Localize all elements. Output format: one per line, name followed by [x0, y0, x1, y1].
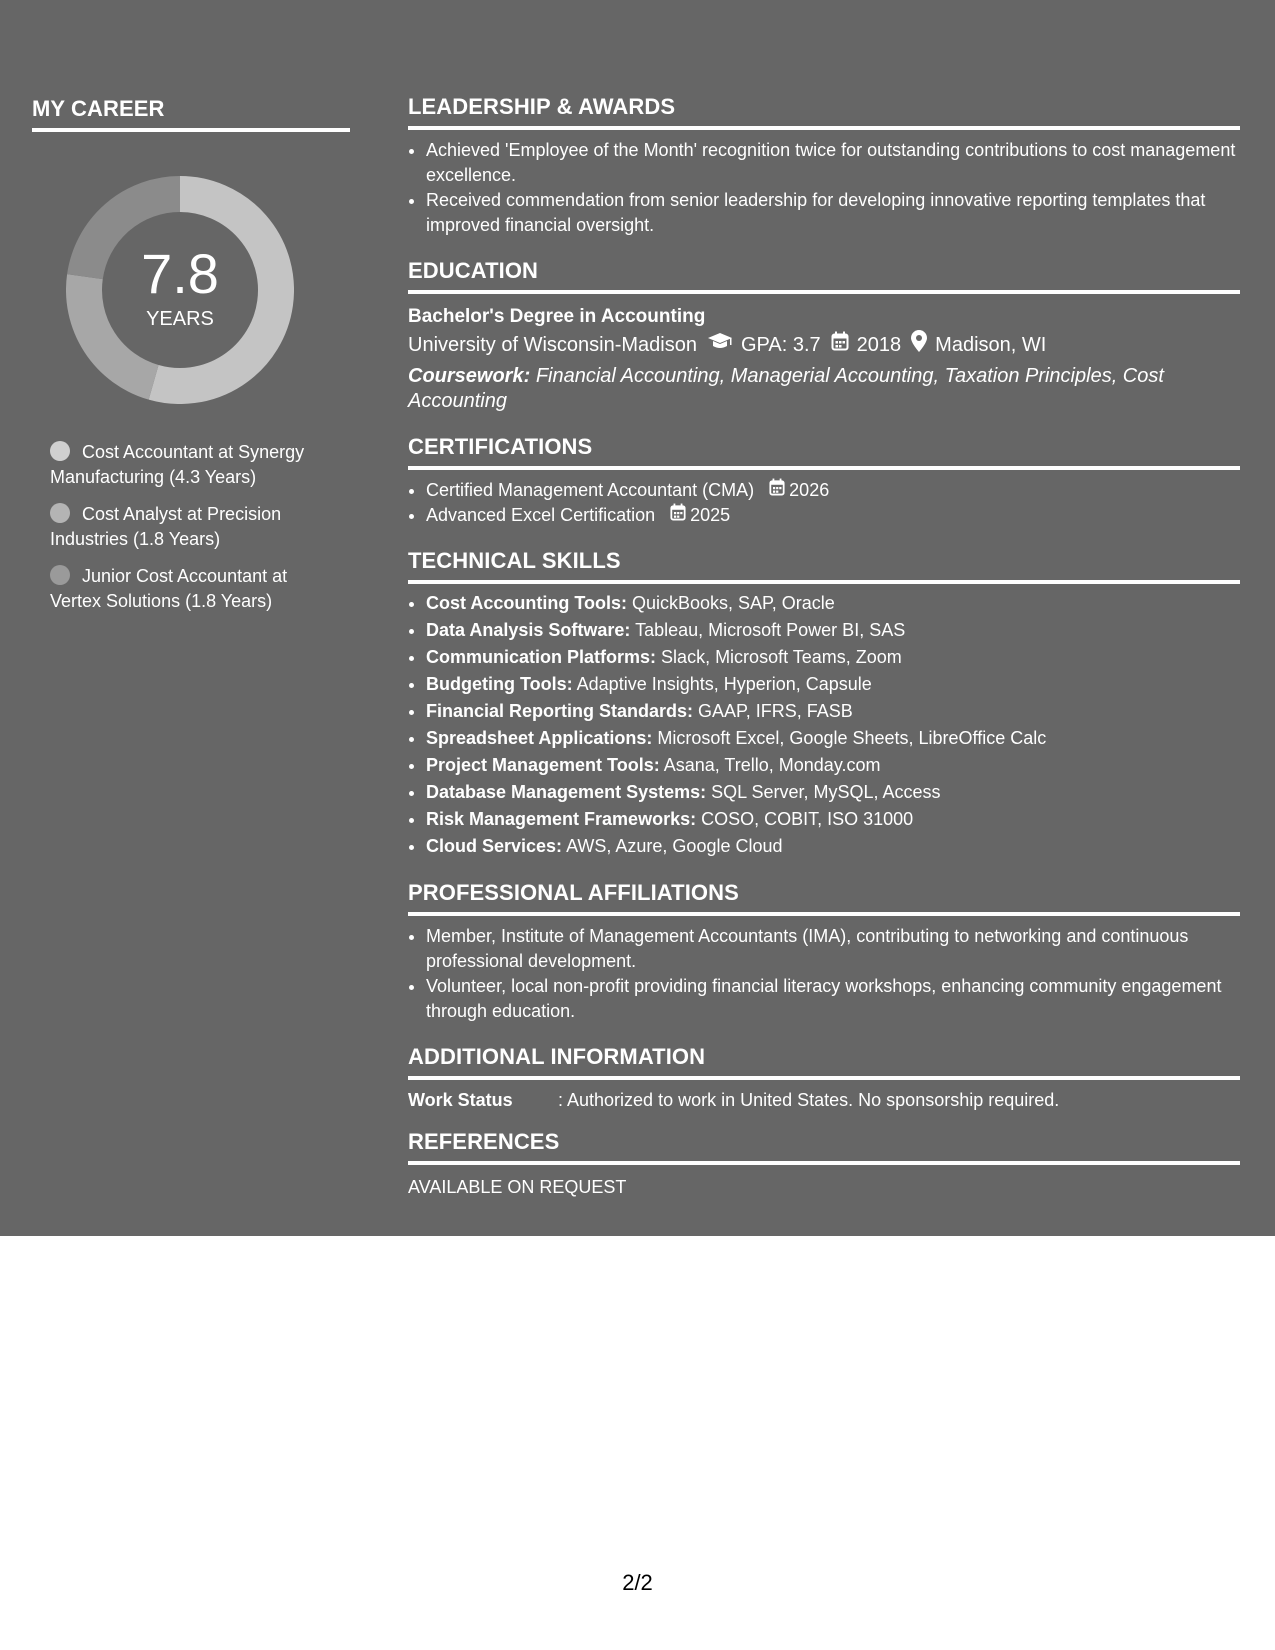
coursework-label: Coursework: [408, 365, 531, 387]
career-legend [50, 440, 340, 614]
skills-list [408, 590, 1240, 860]
graduation-cap-icon [707, 331, 733, 359]
section-divider [408, 580, 1240, 584]
legend-dot-icon [50, 565, 70, 585]
skill-value: SQL Server, MySQL, Access [711, 782, 941, 802]
skill-label: Risk Management Frameworks: [426, 809, 697, 829]
certification-date [769, 478, 829, 503]
calendar-icon [831, 331, 849, 359]
skill-label: Database Management Systems: [426, 782, 707, 802]
career-role-label: Cost Analyst at Precision Industries (1.8 Years) [50, 504, 282, 549]
skill-label: Budgeting Tools: [426, 674, 573, 694]
degree-title: Bachelor's Degree in Accounting [408, 306, 706, 327]
coursework-list: Financial Accounting, Managerial Accounting, Taxation Principles, Cost Accounting [408, 365, 1164, 412]
section-divider [408, 1076, 1240, 1080]
work-status-row [408, 1088, 1240, 1113]
legend-dot-icon [50, 503, 70, 523]
section-title: PROFESSIONAL AFFILIATIONS [408, 880, 739, 905]
gpa-value: GPA: 3.7 [740, 334, 821, 356]
skill-value: Slack, Microsoft Teams, Zoom [661, 647, 902, 667]
career-donut-chart [66, 176, 294, 404]
main-content [408, 94, 1240, 1220]
additional-section [408, 1044, 1240, 1113]
section-divider [408, 466, 1240, 470]
skill-label: Communication Platforms: [426, 647, 657, 667]
section-title: ADDITIONAL INFORMATION [408, 1044, 706, 1069]
skill-item [426, 752, 1240, 779]
skill-item [426, 725, 1240, 752]
section-divider [32, 128, 350, 132]
certification-year: 2025 [690, 505, 731, 525]
school-location: Madison, WI [935, 334, 1047, 356]
skill-item [426, 590, 1240, 617]
career-legend-item [50, 440, 340, 490]
education-section [408, 258, 1240, 414]
skill-item [426, 617, 1240, 644]
skill-label: Spreadsheet Applications: [426, 728, 653, 748]
section-title: REFERENCES [408, 1129, 560, 1154]
references-section [408, 1129, 1240, 1200]
total-years-value: 7.8 [141, 242, 219, 305]
affiliations-section [408, 880, 1240, 1024]
references-text: AVAILABLE ON REQUEST [408, 1177, 627, 1197]
education-details [408, 330, 1240, 360]
legend-dot-icon [50, 441, 70, 461]
certification-item [426, 503, 1240, 528]
section-divider [408, 912, 1240, 916]
skill-label: Project Management Tools: [426, 755, 660, 775]
skill-item [426, 698, 1240, 725]
skill-value: GAAP, IFRS, FASB [698, 701, 853, 721]
leadership-section [408, 94, 1240, 238]
leadership-list [408, 138, 1240, 238]
affiliations-list [408, 924, 1240, 1024]
skill-value: Microsoft Excel, Google Sheets, LibreOffice Calc [657, 728, 1047, 748]
section-divider [408, 126, 1240, 130]
calendar-icon [769, 478, 789, 503]
graduation-year: 2018 [856, 334, 902, 356]
section-title: LEADERSHIP & AWARDS [408, 94, 676, 119]
skill-item [426, 833, 1240, 860]
page-number: 2/2 [622, 1570, 653, 1595]
skill-value: COSO, COBIT, ISO 31000 [701, 809, 914, 829]
list-item: • Member, Institute of Management Accountants (IMA), contributing to networking and continuous professional development. [426, 924, 1240, 974]
certification-name: Advanced Excel Certification [426, 505, 656, 525]
skill-value: Asana, Trello, Monday.com [663, 755, 881, 775]
section-divider [408, 1161, 1240, 1165]
section-title: TECHNICAL SKILLS [408, 548, 621, 573]
certification-name: Certified Management Accountant (CMA) [426, 480, 755, 500]
certification-item [426, 478, 1240, 503]
certifications-list [408, 478, 1240, 528]
skill-label: Financial Reporting Standards: [426, 701, 694, 721]
section-title: CERTIFICATIONS [408, 434, 593, 459]
skill-value: Adaptive Insights, Hyperion, Capsule [576, 674, 872, 694]
school-name: University of Wisconsin-Madison [408, 334, 697, 356]
total-years-label: YEARS [146, 308, 214, 330]
career-legend-item [50, 502, 340, 552]
coursework [408, 364, 1240, 414]
skill-label: Data Analysis Software: [426, 620, 631, 640]
section-divider [408, 290, 1240, 294]
skill-item [426, 644, 1240, 671]
skill-value: Tableau, Microsoft Power BI, SAS [635, 620, 906, 640]
certifications-section [408, 434, 1240, 528]
career-role-label: Junior Cost Accountant at Vertex Solutions (1.8 Years) [50, 566, 288, 611]
certification-date [670, 503, 730, 528]
skill-label: Cost Accounting Tools: [426, 593, 627, 613]
calendar-icon [670, 503, 690, 528]
career-sidebar [32, 96, 350, 626]
list-item: • Received commendation from senior leadership for developing innovative reporting templates that improved financial oversight. [426, 188, 1240, 238]
work-status-value: : Authorized to work in United States. No sponsorship required. [558, 1090, 1060, 1110]
list-item: • Volunteer, local non-profit providing financial literacy workshops, enhancing community engagement through education. [426, 974, 1240, 1024]
skills-section [408, 548, 1240, 860]
certification-year: 2026 [789, 480, 830, 500]
career-legend-item [50, 564, 340, 614]
list-item: • Achieved 'Employee of the Month' recognition twice for outstanding contributions to cost management excellence. [426, 138, 1240, 188]
skill-item [426, 779, 1240, 806]
career-role-label: Cost Accountant at Synergy Manufacturing (4.3 Years) [50, 442, 305, 487]
skill-item [426, 806, 1240, 833]
work-status-label: Work Status [408, 1090, 513, 1110]
skill-value: AWS, Azure, Google Cloud [566, 836, 783, 856]
skill-item [426, 671, 1240, 698]
career-title: MY CAREER [32, 96, 165, 121]
map-pin-icon [911, 330, 927, 360]
section-title: EDUCATION [408, 258, 539, 283]
skill-value: QuickBooks, SAP, Oracle [632, 593, 835, 613]
skill-label: Cloud Services: [426, 836, 563, 856]
